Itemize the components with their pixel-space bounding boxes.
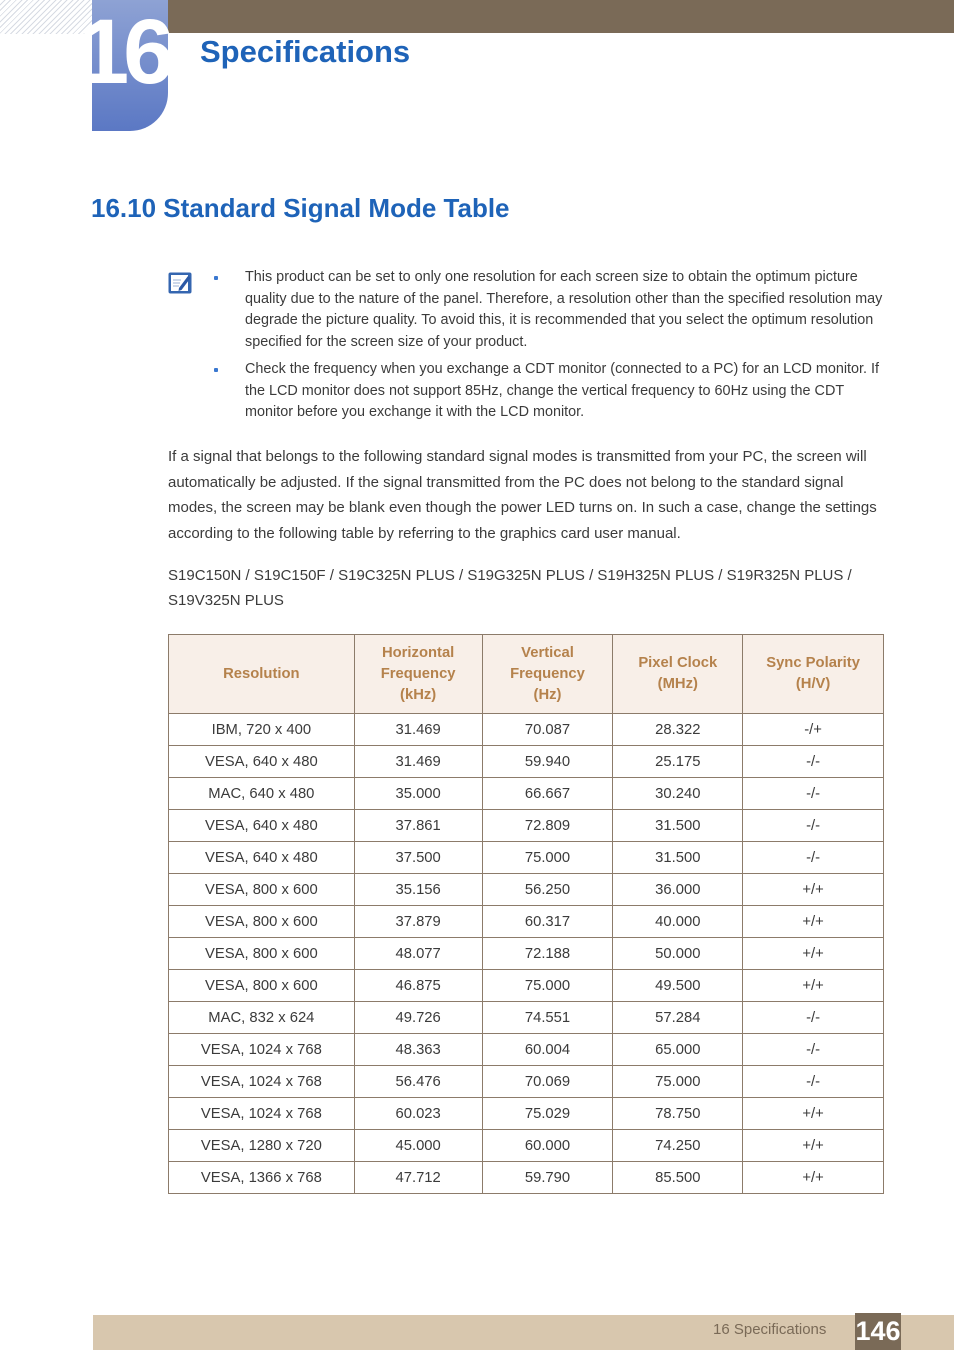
cell-vertical-frequency: 59.940 <box>482 746 613 778</box>
cell-horizontal-frequency: 31.469 <box>354 714 482 746</box>
cell-resolution: VESA, 640 x 480 <box>169 746 355 778</box>
table-row <box>169 810 884 842</box>
cell-horizontal-frequency: 48.363 <box>354 1034 482 1066</box>
cell-vertical-frequency: 66.667 <box>482 778 613 810</box>
cell-pixel-clock: 57.284 <box>613 1002 743 1034</box>
intro-paragraph: If a signal that belongs to the following standard signal modes is transmitted from your PC, the screen will automatically be adjusted. If the signal transmitted from the PC does not belong to the standard signal modes, the screen may be blank even though the power LED turns on. In such a case, change the settings according to the following table by referring to the graphics card user manual. <box>168 448 877 542</box>
cell-vertical-frequency: 60.000 <box>482 1130 613 1162</box>
cell-resolution: VESA, 800 x 600 <box>169 874 355 906</box>
cell-horizontal-frequency: 35.156 <box>354 874 482 906</box>
header-line: Sync Polarity <box>766 655 860 671</box>
header-vertical-frequency <box>482 635 613 714</box>
table-row <box>169 970 884 1002</box>
table-header-row <box>169 635 884 714</box>
note-item <box>210 359 890 424</box>
cell-vertical-frequency: 60.004 <box>482 1034 613 1066</box>
table-row <box>169 1066 884 1098</box>
cell-horizontal-frequency: 56.476 <box>354 1066 482 1098</box>
note-text: This product can be set to only one resolution for each screen size to obtain the optimum picture quality due to the nature of the panel. Therefore, a resolution other than the specified resolution may degrade the picture quality. To avoid this, it is recommended that you select the optimum resolution specified for the screen size of your product. <box>245 269 883 350</box>
cell-vertical-frequency: 72.809 <box>482 810 613 842</box>
cell-pixel-clock: 85.500 <box>613 1162 743 1194</box>
cell-pixel-clock: 30.240 <box>613 778 743 810</box>
cell-vertical-frequency: 75.029 <box>482 1098 613 1130</box>
cell-vertical-frequency: 56.250 <box>482 874 613 906</box>
cell-sync-polarity: -/- <box>743 810 884 842</box>
cell-pixel-clock: 31.500 <box>613 842 743 874</box>
cell-resolution: VESA, 1024 x 768 <box>169 1098 355 1130</box>
header-line: Horizontal <box>381 644 455 661</box>
note-text: Check the frequency when you exchange a CDT monitor (connected to a PC) for an LCD monitor. If the LCD monitor does not support 85Hz, change the vertical frequency to 60Hz using the CDT monitor before you exchange it with the LCD monitor. <box>245 361 880 420</box>
cell-resolution: IBM, 720 x 400 <box>169 714 355 746</box>
header-line: Pixel Clock <box>638 655 718 671</box>
cell-pixel-clock: 50.000 <box>613 938 743 970</box>
cell-sync-polarity: -/+ <box>743 714 884 746</box>
table-row <box>169 874 884 906</box>
chapter-tab <box>78 0 169 131</box>
cell-pixel-clock: 74.250 <box>613 1130 743 1162</box>
note-pencil-icon <box>168 272 192 294</box>
cell-vertical-frequency: 70.087 <box>482 714 613 746</box>
cell-vertical-frequency: 59.790 <box>482 1162 613 1194</box>
cell-horizontal-frequency: 35.000 <box>354 778 482 810</box>
cell-sync-polarity: -/- <box>743 842 884 874</box>
cell-resolution: VESA, 640 x 480 <box>169 810 355 842</box>
cell-vertical-frequency: 74.551 <box>482 1002 613 1034</box>
notes-list <box>210 267 890 430</box>
cell-horizontal-frequency: 37.500 <box>354 842 482 874</box>
cell-vertical-frequency: 75.000 <box>482 970 613 1002</box>
cell-sync-polarity: +/+ <box>743 906 884 938</box>
cell-vertical-frequency: 70.069 <box>482 1066 613 1098</box>
cell-resolution: VESA, 800 x 600 <box>169 938 355 970</box>
header-line: Frequency <box>380 665 456 682</box>
cell-horizontal-frequency: 48.077 <box>354 938 482 970</box>
table-row <box>169 1130 884 1162</box>
cell-resolution: VESA, 800 x 600 <box>169 970 355 1002</box>
signal-mode-table <box>168 634 884 1194</box>
cell-pixel-clock: 40.000 <box>613 906 743 938</box>
table-row <box>169 778 884 810</box>
table-row <box>169 842 884 874</box>
cell-vertical-frequency: 72.188 <box>482 938 613 970</box>
header-line: (MHz) <box>657 676 698 692</box>
page-number: 146 <box>855 1313 901 1350</box>
cell-pixel-clock: 75.000 <box>613 1066 743 1098</box>
table-row <box>169 938 884 970</box>
table-row <box>169 714 884 746</box>
cell-resolution: MAC, 640 x 480 <box>169 778 355 810</box>
cell-sync-polarity: +/+ <box>743 938 884 970</box>
cell-horizontal-frequency: 37.879 <box>354 906 482 938</box>
cell-pixel-clock: 31.500 <box>613 810 743 842</box>
header-sync-polarity <box>743 635 884 714</box>
header-horizontal-frequency <box>354 635 482 714</box>
header-pixel-clock <box>613 635 743 714</box>
cell-pixel-clock: 36.000 <box>613 874 743 906</box>
header-line: (Hz) <box>533 686 562 703</box>
cell-horizontal-frequency: 37.861 <box>354 810 482 842</box>
header-line: Resolution <box>223 665 300 682</box>
cell-pixel-clock: 28.322 <box>613 714 743 746</box>
chapter-number: 16 <box>78 1 169 103</box>
cell-resolution: MAC, 832 x 624 <box>169 1002 355 1034</box>
footer-chapter-label: 16 Specifications <box>713 1321 827 1338</box>
cell-resolution: VESA, 640 x 480 <box>169 842 355 874</box>
table-row <box>169 906 884 938</box>
cell-pixel-clock: 65.000 <box>613 1034 743 1066</box>
header-line: Vertical <box>521 644 574 661</box>
cell-pixel-clock: 49.500 <box>613 970 743 1002</box>
square-bullet-icon <box>214 368 218 372</box>
cell-pixel-clock: 25.175 <box>613 746 743 778</box>
header-line: (kHz) <box>400 686 437 703</box>
cell-resolution: VESA, 1024 x 768 <box>169 1066 355 1098</box>
table-row <box>169 1098 884 1130</box>
cell-sync-polarity: -/- <box>743 1066 884 1098</box>
note-item <box>210 267 890 353</box>
cell-resolution: VESA, 1280 x 720 <box>169 1130 355 1162</box>
cell-sync-polarity: +/+ <box>743 970 884 1002</box>
cell-sync-polarity: +/+ <box>743 1162 884 1194</box>
model-list: S19C150N / S19C150F / S19C325N PLUS / S19G325N PLUS / S19H325N PLUS / S19R325N PLUS / S19V325N PLUS <box>168 567 852 609</box>
cell-horizontal-frequency: 45.000 <box>354 1130 482 1162</box>
header-line: Frequency <box>510 665 585 682</box>
header-resolution <box>169 635 355 714</box>
section-title: 16.10 Standard Signal Mode Table <box>91 193 510 223</box>
cell-sync-polarity: -/- <box>743 746 884 778</box>
cell-pixel-clock: 78.750 <box>613 1098 743 1130</box>
table-row <box>169 1002 884 1034</box>
header-line: (H/V) <box>795 676 831 692</box>
table-row <box>169 1162 884 1194</box>
cell-resolution: VESA, 800 x 600 <box>169 906 355 938</box>
cell-sync-polarity: +/+ <box>743 1130 884 1162</box>
cell-horizontal-frequency: 46.875 <box>354 970 482 1002</box>
cell-resolution: VESA, 1024 x 768 <box>169 1034 355 1066</box>
header-bar <box>168 0 954 33</box>
chapter-title: Specifications <box>200 34 411 69</box>
cell-vertical-frequency: 60.317 <box>482 906 613 938</box>
cell-horizontal-frequency: 60.023 <box>354 1098 482 1130</box>
cell-resolution: VESA, 1366 x 768 <box>169 1162 355 1194</box>
cell-sync-polarity: -/- <box>743 1002 884 1034</box>
cell-sync-polarity: -/- <box>743 1034 884 1066</box>
cell-vertical-frequency: 75.000 <box>482 842 613 874</box>
cell-horizontal-frequency: 31.469 <box>354 746 482 778</box>
cell-horizontal-frequency: 49.726 <box>354 1002 482 1034</box>
cell-sync-polarity: +/+ <box>743 1098 884 1130</box>
cell-horizontal-frequency: 47.712 <box>354 1162 482 1194</box>
table-row <box>169 746 884 778</box>
square-bullet-icon <box>214 276 218 280</box>
cell-sync-polarity: -/- <box>743 778 884 810</box>
table-row <box>169 1034 884 1066</box>
cell-sync-polarity: +/+ <box>743 874 884 906</box>
table-body <box>169 714 884 1194</box>
